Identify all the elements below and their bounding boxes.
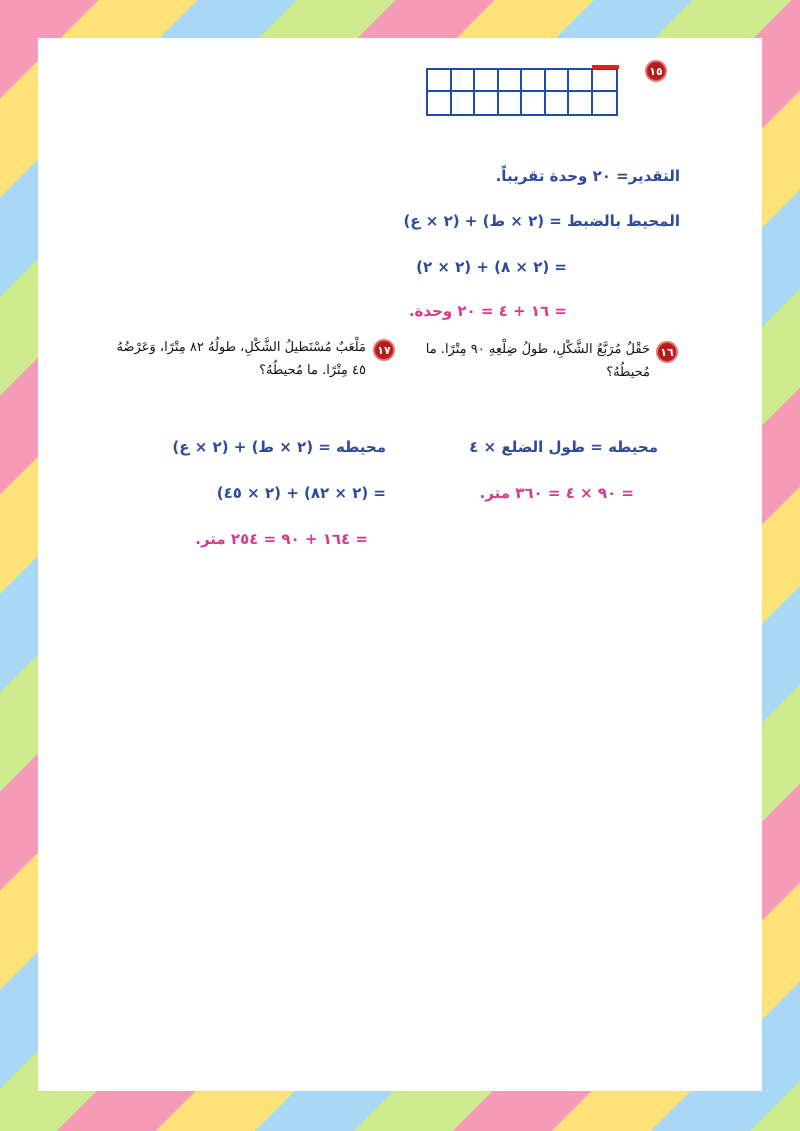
problem-16-badge: ١٦ <box>656 341 678 363</box>
worksheet-page <box>38 38 762 1091</box>
p16-answer: = ٩٠ × ٤ = ٣٦٠ متر. <box>479 484 634 502</box>
p15-exact-perimeter: المحيط بالضبط = (٢ × ط) + (٢ × ع) <box>403 212 680 230</box>
p15-step1: = (٢ × ٨) + (٢ × ٢) <box>416 258 567 276</box>
p16-formula: محيطه = طول الضلع × ٤ <box>469 438 658 456</box>
grid-unit-marker <box>592 65 619 69</box>
p17-question: مَلْعَبٌ مُسْتَطيلُ الشَّكْلِ، طولُهُ ٨٢ مِتْرًا، وَعَرْضُهُ ٤٥ مِتْرًا. ما مُحيطُهُ؟ <box>116 340 366 378</box>
grid-2x8-figure <box>426 68 618 116</box>
p17-step1: = (٢ × ٨٢) + (٢ × ٤٥) <box>216 484 386 502</box>
p15-step2: = ١٦ + ٤ = ٢٠ وحدة. <box>408 302 567 320</box>
p16-question: حَقْلٌ مُرَبَّعُ الشَّكْلِ، طولُ ضِلْعِهِ ٩٠ مِتْرًا. ما مُحيطُهُ؟ <box>425 342 650 380</box>
p17-answer: = ١٦٤ + ٩٠ = ٢٥٤ متر. <box>195 530 368 548</box>
p17-formula: محيطه = (٢ × ط) + (٢ × ع) <box>172 438 386 456</box>
problem-17-badge: ١٧ <box>373 339 395 361</box>
problem-15-badge: ١٥ <box>645 60 667 82</box>
p15-estimate: التقدير= ٢٠ وحدة تقريباً. <box>495 167 680 185</box>
